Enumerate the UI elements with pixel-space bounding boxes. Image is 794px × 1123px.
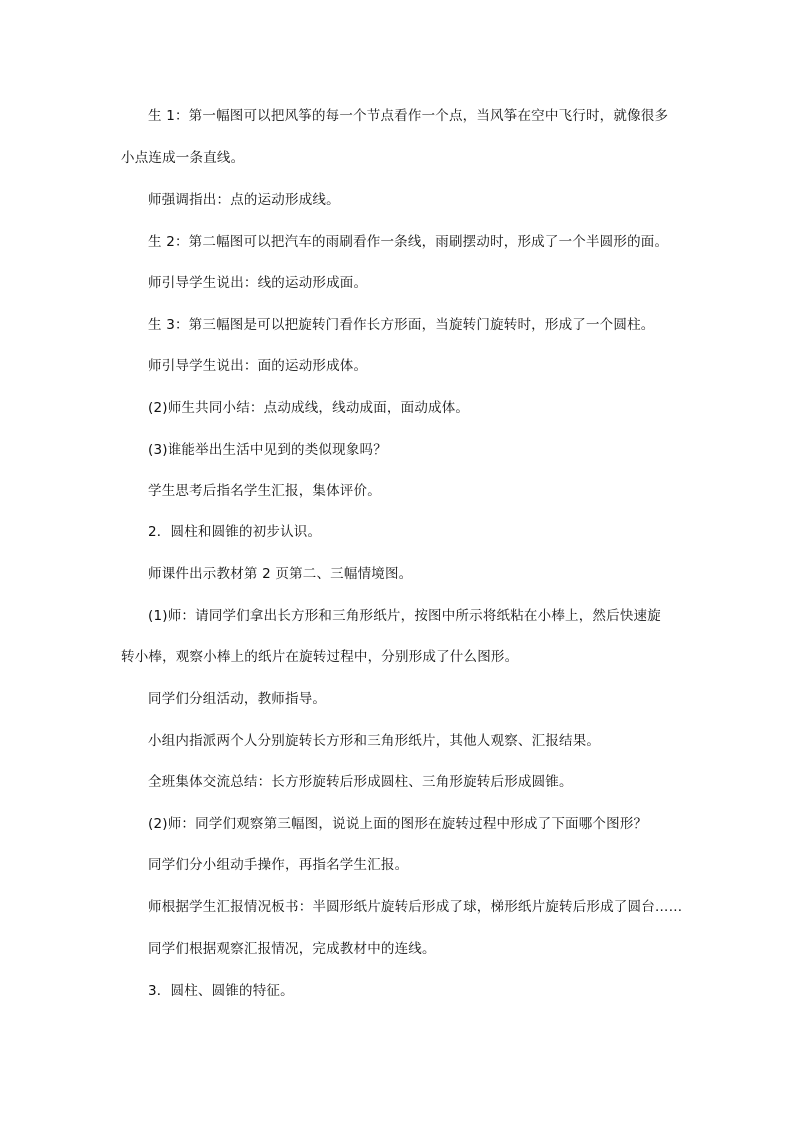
paragraph-line: 师引导学生说出：面的运动形成体。 [148, 358, 368, 374]
paragraph-line: 师强调指出：点的运动形成线。 [148, 192, 340, 208]
paragraph-line: (2)师：同学们观察第三幅图，说说上面的图形在旋转过程中形成了下面哪个图形？ [148, 816, 648, 832]
paragraph-line: 师根据学生汇报情况板书：半圆形纸片旋转后形成了球，梯形纸片旋转后形成了圆台…… [148, 899, 683, 915]
paragraph-line: 转小棒，观察小棒上的纸片在旋转过程中，分别形成了什么图形。 [121, 649, 519, 665]
paragraph-line: (1)师：请同学们拿出长方形和三角形纸片，按图中所示将纸粘在小棒上，然后快速旋 [148, 608, 661, 624]
paragraph-line: 生 3：第三幅图是可以把旋转门看作长方形面，当旋转门旋转时，形成了一个圆柱。 [148, 317, 655, 333]
paragraph-line: 同学们分小组动手操作，再指名学生汇报。 [148, 857, 409, 873]
paragraph-line: 师引导学生说出：线的运动形成面。 [148, 275, 368, 291]
section-heading: 3．圆柱、圆锥的特征。 [148, 983, 294, 999]
paragraph-line: (3)谁能举出生活中见到的类似现象吗？ [148, 442, 387, 458]
paragraph-line: 师课件出示教材第 2 页第二、三幅情境图。 [148, 566, 413, 582]
paragraph-line: 生 2：第二幅图可以把汽车的雨刷看作一条线，雨刷摆动时，形成了一个半圆形的面。 [148, 234, 669, 250]
paragraph-line: (2)师生共同小结：点动成线，线动成面，面动成体。 [148, 400, 470, 416]
paragraph-line: 全班集体交流总结：长方形旋转后形成圆柱、三角形旋转后形成圆锥。 [148, 774, 573, 790]
paragraph-line: 同学们分组活动，教师指导。 [148, 691, 327, 707]
paragraph-line: 小组内指派两个人分别旋转长方形和三角形纸片，其他人观察、汇报结果。 [148, 733, 601, 749]
paragraph-line: 小点连成一条直线。 [121, 150, 245, 166]
paragraph-line: 学生思考后指名学生汇报，集体评价。 [148, 483, 381, 499]
paragraph-line: 生 1：第一幅图可以把风筝的每一个节点看作一个点，当风筝在空中飞行时，就像很多 [148, 108, 669, 124]
section-heading: 2．圆柱和圆锥的初步认识。 [148, 524, 322, 540]
paragraph-line: 同学们根据观察汇报情况，完成教材中的连线。 [148, 941, 436, 957]
